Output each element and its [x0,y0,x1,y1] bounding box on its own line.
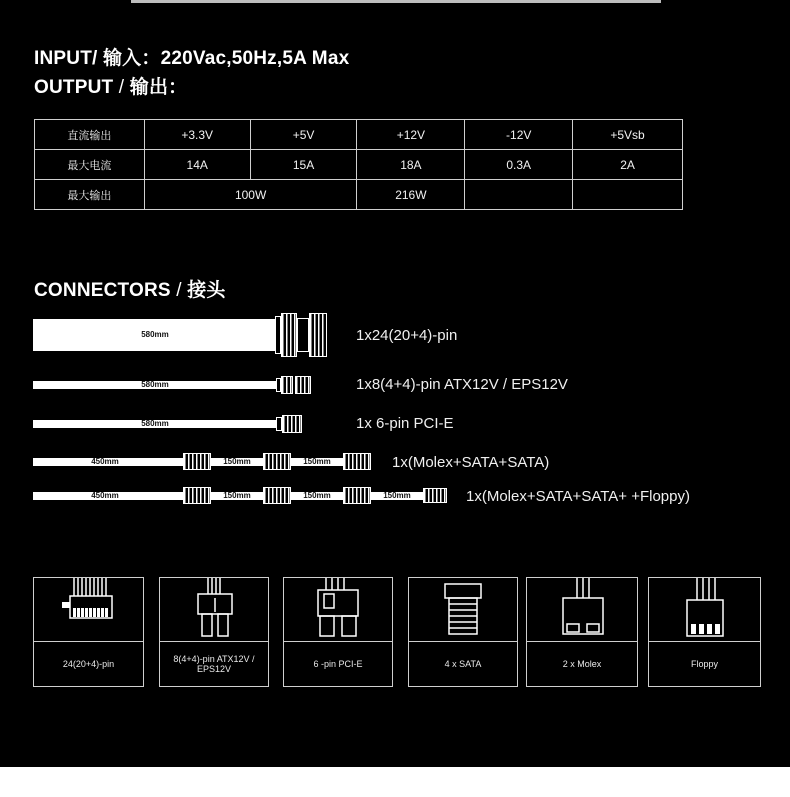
connectors-title: CONNECTORS [34,280,171,301]
input-label-cn: 输入： [102,48,161,69]
connector-pins [281,376,293,394]
segment-length-label: 150mm [303,491,331,500]
output-spec-table [34,119,683,210]
connector-caption: 24(20+4)-pin [34,641,143,686]
cable-description: 1x 6-pin PCI-E [356,415,454,432]
table-cell [573,180,683,210]
cable-length-label: 580mm [141,330,169,339]
output-label: OUTPUT [34,77,114,98]
table-cell: 100W [144,180,357,210]
connector-caption: 6 -pin PCI-E [284,641,392,686]
table-cell: +3.3V [144,120,250,150]
cable-description: 1x8(4+4)-pin ATX12V / EPS12V [356,376,568,393]
cable-length-label: 580mm [141,419,169,428]
connectors-sep: / [170,280,188,301]
table-cell: 0.3A [465,150,573,180]
segment-length-label: 150mm [303,457,331,466]
input-label: INPUT/ [34,48,98,69]
connector-card-floppy [648,577,761,687]
table-cell: +5V [250,120,357,150]
connector-caption: 2 x Molex [527,641,637,686]
row-head-max-current: 最大电流 [35,150,145,180]
connector-sata [263,453,291,470]
sata-icon [409,578,519,640]
connector-card-sata [408,577,518,687]
output-sep: / [113,77,130,98]
cable-description: 1x(Molex+SATA+SATA+ +Floppy) [466,488,690,505]
input-heading [34,43,349,70]
cable-length-label: 450mm [91,457,119,466]
segment-length-label: 150mm [383,491,411,500]
cable-length-label: 450mm [91,491,119,500]
table-cell [465,180,573,210]
row-head-max-output: 最大输出 [35,180,145,210]
cable-description: 1x(Molex+SATA+SATA) [392,454,550,471]
table-cell: 216W [357,180,465,210]
molex-icon [527,578,639,640]
output-label-cn: 输出： [129,77,188,98]
table-cell: +12V [357,120,465,150]
output-heading [34,72,187,99]
atx-24pin-icon [34,578,145,640]
connector-caption: 8(4+4)-pin ATX12V / EPS12V [160,641,268,686]
connector-card-6pin [283,577,393,687]
connector-caption: Floppy [649,641,760,686]
table-cell: 14A [144,150,250,180]
table-cell: 15A [250,150,357,180]
connectors-heading [34,275,226,302]
connector-card-8pin [159,577,269,687]
connector-pins [309,313,327,357]
pcie-6pin-icon [284,578,394,640]
connector-molex [183,487,211,504]
input-value: 220Vac,50Hz,5A Max [160,48,350,69]
table-row [35,120,683,150]
connector-caption: 4 x SATA [409,641,517,686]
table-row [35,150,683,180]
table-cell: 18A [357,150,465,180]
connector-pins [295,376,311,394]
connector-sata [343,487,371,504]
connector-sata [343,453,371,470]
connector-card-molex [526,577,638,687]
table-cell: +5Vsb [573,120,683,150]
row-head-dc-output: 直流输出 [35,120,145,150]
connector-floppy [423,488,447,503]
connector-molex [183,453,211,470]
table-cell: 2A [573,150,683,180]
segment-length-label: 150mm [223,491,251,500]
connectors-title-cn: 接头 [187,280,226,301]
connector-card-24pin [33,577,144,687]
table-row [35,180,683,210]
cable-description: 1x24(20+4)-pin [356,327,458,344]
top-divider [131,0,661,3]
connector-clip [297,318,309,352]
floppy-icon [649,578,762,640]
connector-sata [263,487,291,504]
table-cell: -12V [465,120,573,150]
segment-length-label: 150mm [223,457,251,466]
cable-length-label: 580mm [141,380,169,389]
connector-pins [282,415,302,433]
connector-pins [281,313,297,357]
eps-8pin-icon [160,578,270,640]
